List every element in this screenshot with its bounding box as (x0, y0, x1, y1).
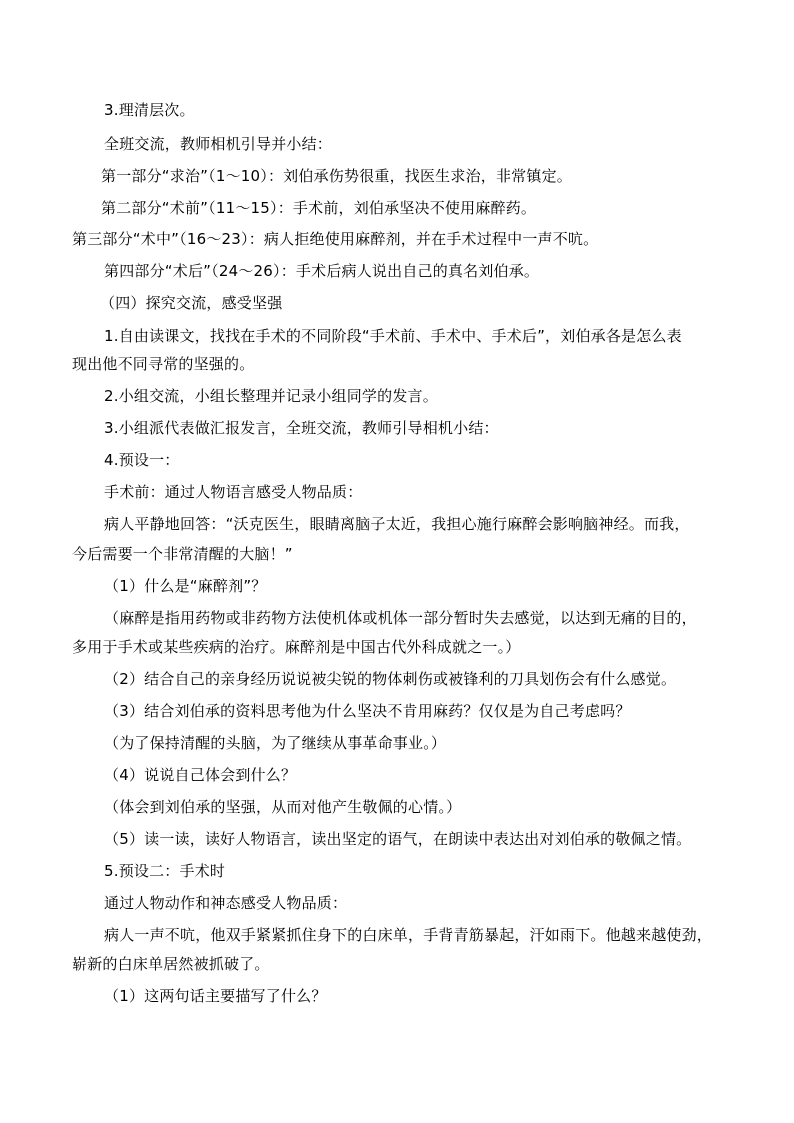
paragraph-line: （为了保持清醒的头脑，为了继续从事革命事业。） (104, 734, 447, 752)
paragraph-line: 现出他不同寻常的坚强的。 (72, 355, 255, 373)
paragraph-line: 全班交流，教师相机引导并小结： (104, 135, 333, 153)
paragraph-line: （1）这两句话主要描写了什么？ (104, 987, 327, 1005)
paragraph-line: 第一部分“求治”（1～10）：刘伯承伤势很重，找医生求治，非常镇定。 (101, 167, 572, 185)
paragraph-line: 多用于手术或某些疾病的治疗。麻醉剂是中国古代外科成就之一。） (72, 638, 521, 656)
paragraph-line: 第四部分“术后”（24～26）：手术后病人说出自己的真名刘伯承。 (104, 262, 540, 280)
paragraph-line: （体会到刘伯承的坚强，从而对他产生敬佩的心情。） (104, 798, 462, 816)
paragraph-line: （2）结合自己的亲身经历说说被尖锐的物体刺伤或被锋利的刀具划伤会有什么感觉。 (104, 670, 677, 688)
paragraph-line: （3）结合刘伯承的资料思考他为什么坚决不肯用麻药？仅仅是为自己考虑吗？ (104, 702, 631, 720)
paragraph-line: （1）什么是“麻醉剂”？ (104, 577, 267, 595)
paragraph-line: 3.小组派代表做汇报发言，全班交流，教师引导相机小结： (104, 419, 499, 437)
section-heading-levels: 3.理清层次。 (104, 101, 195, 119)
paragraph-line: 1.自由读课文，找找在手术的不同阶段“手术前、手术中、手术后”，刘伯承各是怎么表 (104, 327, 682, 345)
paragraph-line: 第二部分“术前”（11～15）：手术前，刘伯承坚决不使用麻醉药。 (101, 199, 537, 217)
paragraph-line: 4.预设一： (104, 451, 180, 469)
paragraph-line: 5.预设二：手术时 (104, 862, 226, 880)
paragraph-line: 今后需要一个非常清醒的大脑！” (72, 545, 293, 563)
paragraph-line: 2.小组交流，小组长整理并记录小组同学的发言。 (104, 387, 438, 405)
paragraph-line: （5）读一读，读好人物语言，读出坚定的语气，在朗读中表达出对刘伯承的敬佩之情。 (104, 830, 692, 848)
paragraph-line: （4）说说自己体会到什么？ (104, 766, 297, 784)
section-heading-explore: （四）探究交流，感受坚强 (100, 294, 283, 312)
paragraph-line: 病人一声不吭，他双手紧紧抓住身下的白床单，手背青筋暴起，汗如雨下。他越来越使劲， (104, 926, 713, 944)
paragraph-line: 崭新的白床单居然被抓破了。 (72, 955, 270, 973)
paragraph-line: 第三部分“术中”（16～23）：病人拒绝使用麻醉剂，并在手术过程中一声不吭。 (72, 230, 599, 248)
paragraph-line: 手术前：通过人物语言感受人物品质： (104, 483, 363, 501)
paragraph-line: 通过人物动作和神态感受人物品质： (104, 894, 348, 912)
paragraph-line: 病人平静地回答：“沃克医生，眼睛离脑子太近，我担心施行麻醉会影响脑神经。而我， (104, 515, 690, 533)
paragraph-line: （麻醉是指用药物或非药物方法使机体或机体一部分暂时失去感觉，以达到无痛的目的， (104, 609, 697, 627)
